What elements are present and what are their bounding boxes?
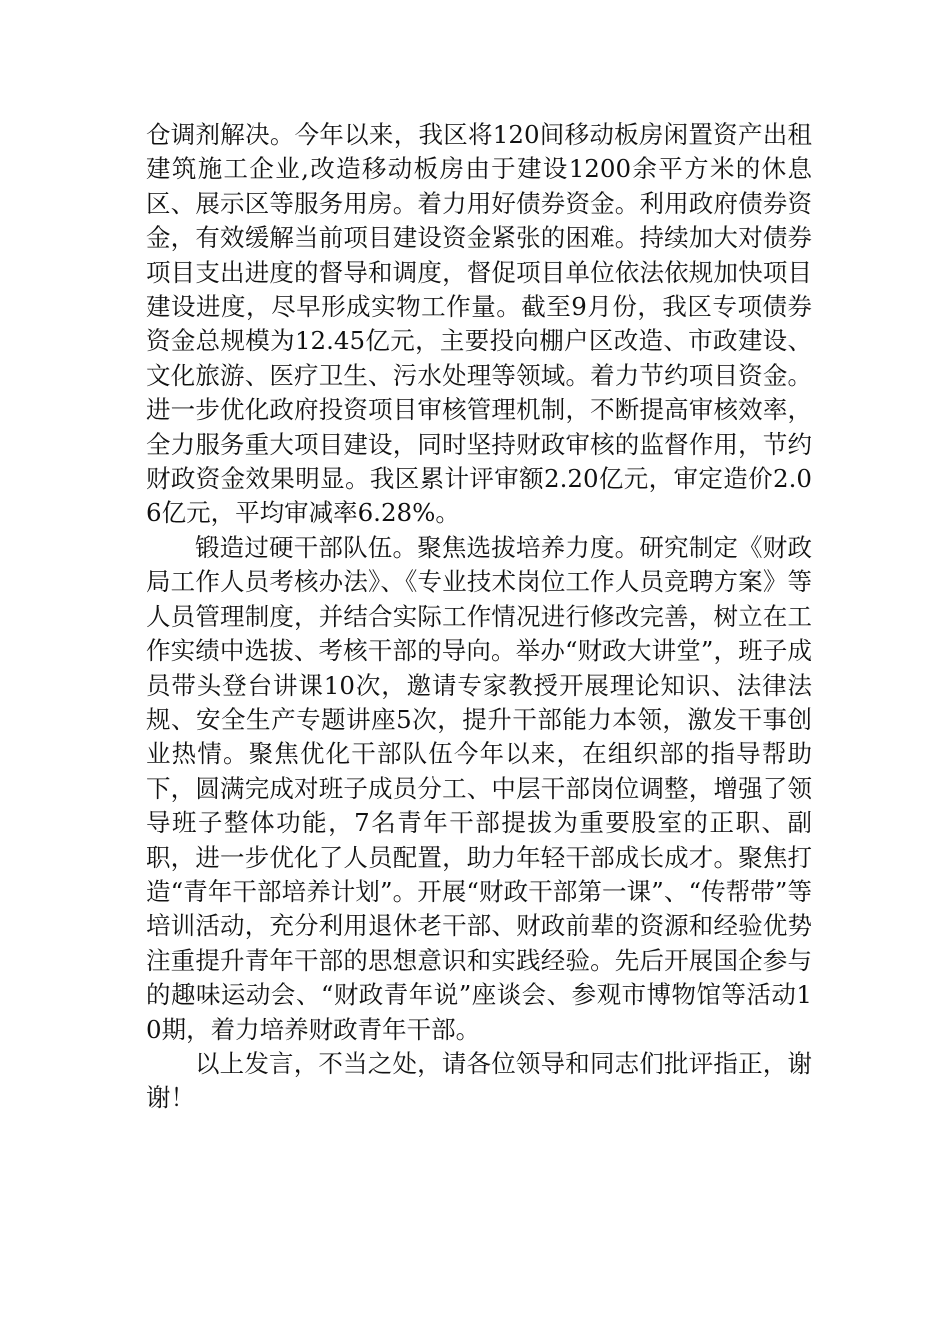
paragraph-cadre-team: 锻造过硬干部队伍。聚焦选拔培养力度。研究制定《财政局工作人员考核办法》、《专业技术岗位工作人员竞聘方案》等人员管理制度，并结合实际工作情况进行修改完善，树立在工作实绩中选拔、考核干部的导向。举办“财政大讲堂”，班子成员带头登台讲课10次，邀请专家教授开展理论知识、法律法规、安全生产专题讲座5次，提升干部能力本领，激发干事创业热情。聚焦优化干部队伍今年以来，在组织部的指导帮助下，圆满完成对班子成员分工、中层干部岗位调整，增强了领导班子整体功能，7名青年干部提拔为重要股室的正职、副职，进一步优化了人员配置，助力年轻干部成长成才。聚焦打造“青年干部培养计划”。开展“财政干部第一课”、“传帮带”等培训活动，充分利用退休老干部、财政前辈的资源和经验优势注重提升青年干部的思想意识和实践经验。先后开展国企参与的趣味运动会、“财政青年说”座谈会、参观市博物馆等活动10期，着力培养财政青年干部。 xyxy=(146,532,812,1044)
document-body xyxy=(146,118,812,1116)
paragraph-continued: 仓调剂解决。今年以来，我区将120间移动板房闲置资产出租建筑施工企业,改造移动板房由于建设1200余平方米的休息区、展示区等服务用房。着力用好债券资金。利用政府债券资金，有效缓解当前项目建设资金紧张的困难。持续加大对债券项目支出进度的督导和调度，督促项目单位依法依规加快项目建设进度，尽早形成实物工作量。截至9月份，我区专项债券资金总规模为12.45亿元，主要投向棚户区改造、市政建设、文化旅游、医疗卫生、污水处理等领域。着力节约项目资金。进一步优化政府投资项目审核管理机制，不断提高审核效率，全力服务重大项目建设，同时坚持财政审核的监督作用，节约财政资金效果明显。我区累计评审额2.20亿元，审定造价2.06亿元，平均审减率6.28%。 xyxy=(146,120,812,528)
paragraph-closing: 以上发言，不当之处，请各位领导和同志们批评指正，谢谢！ xyxy=(146,1048,812,1113)
